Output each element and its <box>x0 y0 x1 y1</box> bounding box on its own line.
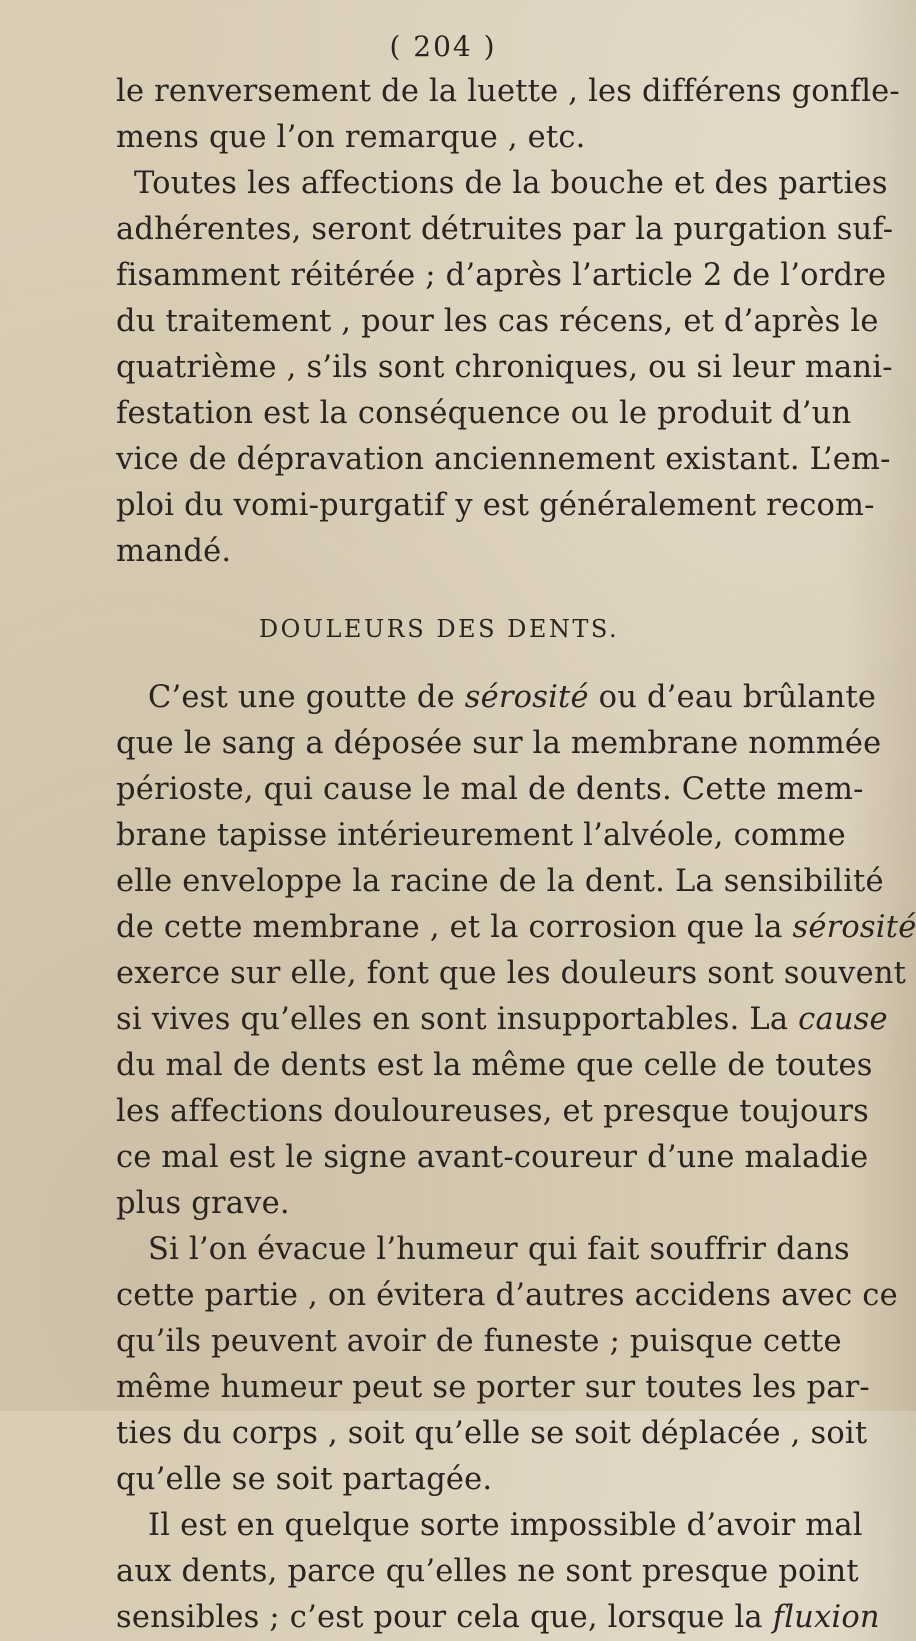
section-heading: DOULEURS DES DENTS. <box>258 615 620 643</box>
text-line: sensibles ; c’est pour cela que, lorsque la fluxion <box>116 1600 880 1635</box>
italic-term: sérosité <box>792 910 916 945</box>
text-line: qu’elle se soit partagée. <box>116 1462 493 1497</box>
text-line: mandé. <box>116 534 232 569</box>
text-line: festation est la conséquence ou le produit d’un <box>116 396 852 431</box>
text-line: mens que l’on remarque , etc. <box>116 120 586 155</box>
italic-term: cause <box>798 1002 888 1037</box>
text-line: cette partie , on évitera d’autres accidens avec ce <box>116 1278 898 1313</box>
text-line: Il est en quelque sorte impossible d’avoir mal <box>148 1508 863 1543</box>
italic-term: fluxion <box>772 1600 880 1635</box>
text-line: adhérentes, seront détruites par la purgation suf- <box>116 212 894 247</box>
text-line: de cette membrane , et la corrosion que la sérosité <box>116 910 916 945</box>
text-line: elle enveloppe la racine de la dent. La sensibilité <box>116 864 884 899</box>
text-line: même humeur peut se porter sur toutes les par- <box>116 1370 870 1405</box>
text-line: plus grave. <box>116 1186 290 1221</box>
paragraph-sensibilite <box>116 1503 880 1641</box>
text-line: vice de dépravation anciennement existant. L’em- <box>116 442 891 477</box>
text-line: ploi du vomi-purgatif y est généralement recom- <box>116 488 875 523</box>
text-line: ce mal est le signe avant-coureur d’une maladie <box>116 1140 869 1175</box>
text-line: exerce sur elle, font que les douleurs sont souvent <box>116 956 907 991</box>
text-line: brane tapisse intérieurement l’alvéole, comme <box>116 818 846 853</box>
text-line: qu’ils peuvent avoir de funeste ; puisque cette <box>116 1324 842 1359</box>
text-line: ties du corps , soit qu’elle se soit déplacée , soit <box>116 1416 868 1451</box>
text-line: quatrième , s’ils sont chroniques, ou si leur mani- <box>116 350 893 385</box>
text-line: C’est une goutte de sérosité ou d’eau brûlante <box>148 680 877 715</box>
text-line: aux dents, parce qu’elles ne sont presque point <box>116 1554 859 1589</box>
paragraph-bouche <box>116 161 894 575</box>
page-number: ( 204 ) <box>389 30 497 63</box>
paragraph-continuation <box>116 69 900 161</box>
text-line: si vives qu’elles en sont insupportables. La cause <box>116 1002 888 1037</box>
text-line: fisamment réitérée ; d’après l’article 2 de l’ordre <box>116 258 887 293</box>
text-line: Si l’on évacue l’humeur qui fait souffrir dans <box>148 1232 850 1267</box>
text-line: du traitement , pour les cas récens, et d’après le <box>116 304 879 339</box>
text-line: le renversement de la luette , les différens gonfle- <box>116 74 900 109</box>
text-line: les affections douloureuses, et presque toujours <box>116 1094 869 1129</box>
paragraph-douleurs <box>116 675 916 1227</box>
text-line: que le sang a déposée sur la membrane nommée <box>116 726 882 761</box>
italic-term: sérosité <box>464 680 589 715</box>
text-line: périoste, qui cause le mal de dents. Cette mem- <box>116 772 864 807</box>
text-line: Toutes les affections de la bouche et des parties <box>134 166 888 201</box>
paragraph-evacuation <box>116 1227 898 1503</box>
text-line: du mal de dents est la même que celle de toutes <box>116 1048 873 1083</box>
